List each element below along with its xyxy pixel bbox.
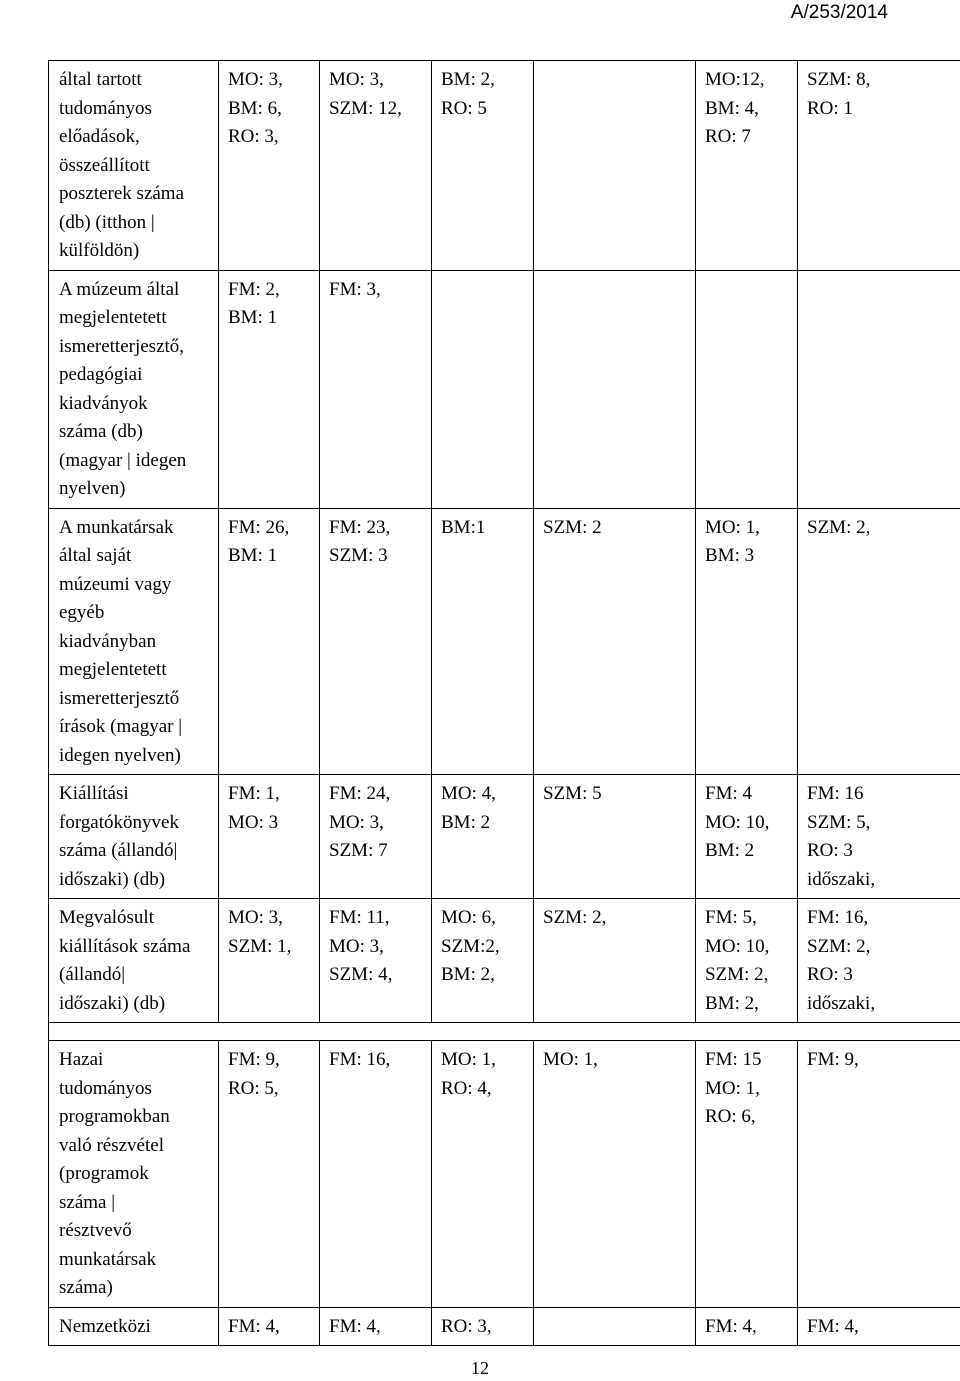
table-cell (798, 61, 960, 271)
table-cell (534, 899, 696, 1023)
row-label: Nemzetközi (59, 1315, 151, 1337)
cell-value: BM: 2, RO: 5 (441, 69, 495, 119)
row-label: Hazai tudományos programokban való részvétel (programok száma | résztvevő munkatársak száma) (59, 1049, 170, 1298)
table-cell (320, 508, 432, 775)
table-cell (432, 1307, 534, 1346)
table-cell (320, 1307, 432, 1346)
cell-value: FM: 4, (228, 1315, 280, 1337)
table-cell (534, 61, 696, 271)
row-label: Megvalósult kiállítások száma (állandó| időszaki) (db) (59, 907, 191, 1014)
table-cell (534, 775, 696, 899)
table-cell (696, 899, 798, 1023)
table-body-bottom (49, 1041, 960, 1346)
table-cell (219, 508, 320, 775)
cell-value: MO: 4, BM: 2 (441, 783, 496, 833)
table-cell (219, 270, 320, 508)
cell-value: FM: 15 MO: 1, RO: 6, (705, 1049, 762, 1127)
cell-value: FM: 9, RO: 5, (228, 1049, 280, 1099)
cell-value: FM: 11, MO: 3, SZM: 4, (329, 907, 393, 985)
table-cell (320, 899, 432, 1023)
cell-value: BM:1 (441, 516, 486, 538)
cell-value: SZM: 5 (543, 783, 602, 804)
table-cell (219, 1041, 320, 1308)
table-cell (798, 775, 960, 899)
page-number: 12 (471, 1358, 489, 1378)
cell-value: MO: 6, SZM:2, BM: 2, (441, 907, 500, 985)
table-cell (696, 775, 798, 899)
cell-value: FM: 16, SZM: 2, RO: 3 időszaki, (807, 907, 876, 1014)
cell-value: MO: 1, RO: 4, (441, 1049, 496, 1099)
table-cell (534, 508, 696, 775)
museum-statistics-table (48, 60, 960, 1346)
table-cell (696, 508, 798, 775)
table-cell (320, 270, 432, 508)
table-row (49, 1041, 960, 1308)
table-cell (432, 61, 534, 271)
cell-value: FM: 9, (807, 1049, 859, 1070)
cell-value: FM: 5, MO: 10, SZM: 2, BM: 2, (705, 907, 770, 1014)
table-cell (696, 1307, 798, 1346)
row-label-cell (49, 899, 219, 1023)
table-cell (432, 1041, 534, 1308)
table-cell (798, 270, 960, 508)
table-row (49, 899, 960, 1023)
cell-value: MO: 1, BM: 3 (705, 516, 760, 566)
cell-value: FM: 4, (807, 1315, 859, 1337)
table-row (49, 1307, 960, 1346)
row-label-cell (49, 1041, 219, 1308)
table-cell (798, 1041, 960, 1308)
table-row (49, 775, 960, 899)
row-label-cell (49, 61, 219, 271)
cell-value: RO: 3, (441, 1315, 492, 1337)
table-cell (320, 61, 432, 271)
table-row (49, 508, 960, 775)
cell-value: FM: 26, BM: 1 (228, 516, 290, 566)
table-cell (798, 899, 960, 1023)
cell-value: MO: 3, SZM: 1, (228, 907, 292, 957)
cell-value: MO:12, BM: 4, RO: 7 (705, 69, 765, 147)
cell-value: SZM: 8, RO: 1 (807, 69, 871, 119)
table-cell (432, 270, 534, 508)
cell-value: SZM: 2, (807, 516, 871, 538)
cell-value: SZM: 2 (543, 516, 602, 538)
cell-value: SZM: 2, (543, 907, 607, 928)
table-body-top (49, 61, 960, 1023)
row-label: Kiállítási forgatókönyvek száma (állandó| időszaki) (db) (59, 783, 179, 890)
row-label-cell (49, 508, 219, 775)
cell-value: FM: 4, (329, 1315, 381, 1337)
table-cell (534, 1041, 696, 1308)
table-cell (534, 1307, 696, 1346)
table-cell (534, 270, 696, 508)
row-label: A munkatársak által saját múzeumi vagy egyéb kiadványban megjelentetett ismeretterjesztő írások (magyar | idegen nyelven) (59, 516, 183, 766)
cell-value: FM: 2, BM: 1 (228, 278, 280, 328)
table-cell (696, 61, 798, 271)
cell-value: FM: 3, (329, 278, 381, 300)
cell-value: MO: 1, (543, 1049, 598, 1070)
table-cell (219, 899, 320, 1023)
table-cell (320, 1041, 432, 1308)
cell-value: FM: 4 MO: 10, BM: 2 (705, 783, 770, 861)
table-gap (49, 1023, 960, 1041)
cell-value: MO: 3, BM: 6, RO: 3, (228, 69, 283, 147)
row-label-cell (49, 1307, 219, 1346)
table-cell (320, 775, 432, 899)
cell-value: FM: 16 SZM: 5, RO: 3 időszaki, (807, 783, 876, 890)
cell-value: FM: 24, MO: 3, SZM: 7 (329, 783, 391, 861)
table-cell (798, 508, 960, 775)
table-cell (219, 775, 320, 899)
row-label: A múzeum által megjelentetett ismeretterjesztő, pedagógiai kiadványok száma (db) (magyar | idegen nyelven) (59, 278, 187, 499)
table-cell (798, 1307, 960, 1346)
cell-value: FM: 16, (329, 1049, 391, 1070)
cell-value: FM: 4, (705, 1315, 757, 1337)
table-cell (432, 899, 534, 1023)
row-label: által tartott tudományos előadások, összeállított poszterek száma (db) (itthon | külföldön) (59, 69, 185, 261)
cell-value: MO: 3, SZM: 12, (329, 69, 402, 119)
cell-value: FM: 23, SZM: 3 (329, 516, 391, 566)
row-label-cell (49, 270, 219, 508)
document-id: A/253/2014 (790, 2, 888, 23)
table-cell (696, 1041, 798, 1308)
table-cell (219, 1307, 320, 1346)
cell-value: FM: 1, MO: 3 (228, 783, 280, 833)
row-label-cell (49, 775, 219, 899)
table-cell (432, 775, 534, 899)
table-row (49, 61, 960, 271)
table-cell (219, 61, 320, 271)
table-cell (432, 508, 534, 775)
table-cell (696, 270, 798, 508)
table-row (49, 270, 960, 508)
